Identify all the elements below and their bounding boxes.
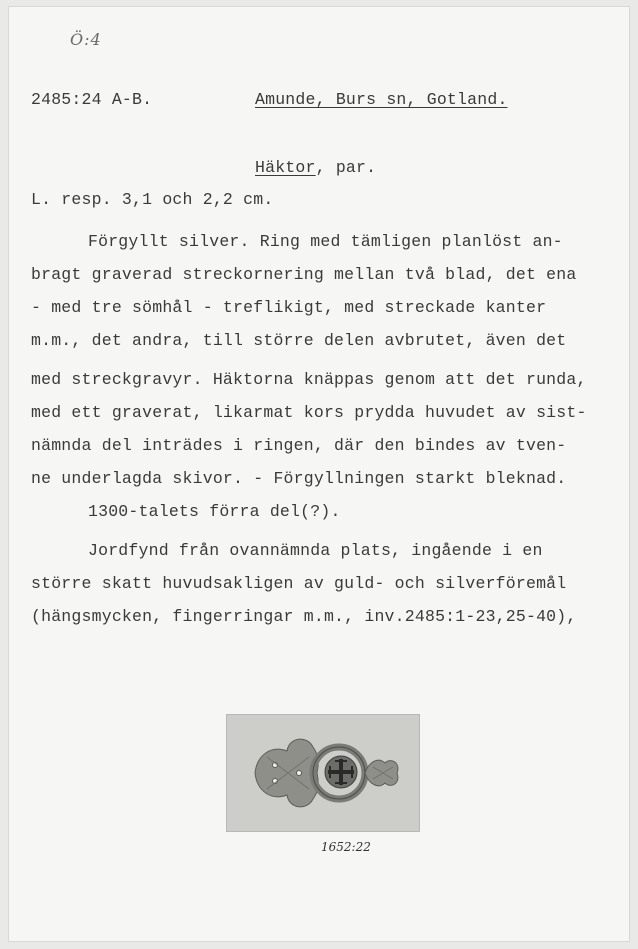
find-line: Jordfynd från ovannämnda plats, ingående i en [88, 541, 543, 560]
object-name: Häktor [255, 158, 316, 177]
clasp-illustration [227, 715, 419, 831]
description-line: med ett graverat, likarmat kors prydda huvudet av sist- [31, 403, 587, 422]
description-line: ne underlagda skivor. - Förgyllningen starkt bleknad. [31, 469, 567, 488]
description-line: - med tre sömhål - treflikigt, med streckade kanter [31, 298, 547, 317]
catalog-number: 2485:24 A-B. [31, 90, 153, 109]
measurements: L. resp. 3,1 och 2,2 cm. [31, 190, 274, 209]
description-line: nämnda del inträdes i ringen, där den bindes av tven- [31, 436, 567, 455]
object-title [255, 158, 376, 177]
artifact-photo [226, 714, 420, 832]
description-line: med streckgravyr. Häktorna knäppas genom att det runda, [31, 370, 587, 389]
find-line: (hängsmycken, fingerringar m.m., inv.2485:1-23,25-40), [31, 607, 577, 626]
description-line: bragt graverad streckornering mellan två blad, det ena [31, 265, 577, 284]
cross-head [325, 756, 357, 788]
broken-leaf [365, 760, 398, 786]
find-line: större skatt huvudsakligen av guld- och silverföremål [31, 574, 567, 593]
object-suffix: , par. [315, 158, 377, 177]
catalog-card [8, 6, 630, 942]
description-line: m.m., det andra, till större delen avbrutet, även det [31, 331, 567, 350]
find-location: Amunde, Burs sn, Gotland. [255, 90, 508, 109]
description-line: Förgyllt silver. Ring med tämligen planlöst an- [88, 232, 563, 251]
dating: 1300-talets förra del(?). [88, 502, 341, 521]
photo-number: 1652:22 [321, 840, 371, 854]
handwritten-mark: Ö:4 [70, 30, 102, 49]
